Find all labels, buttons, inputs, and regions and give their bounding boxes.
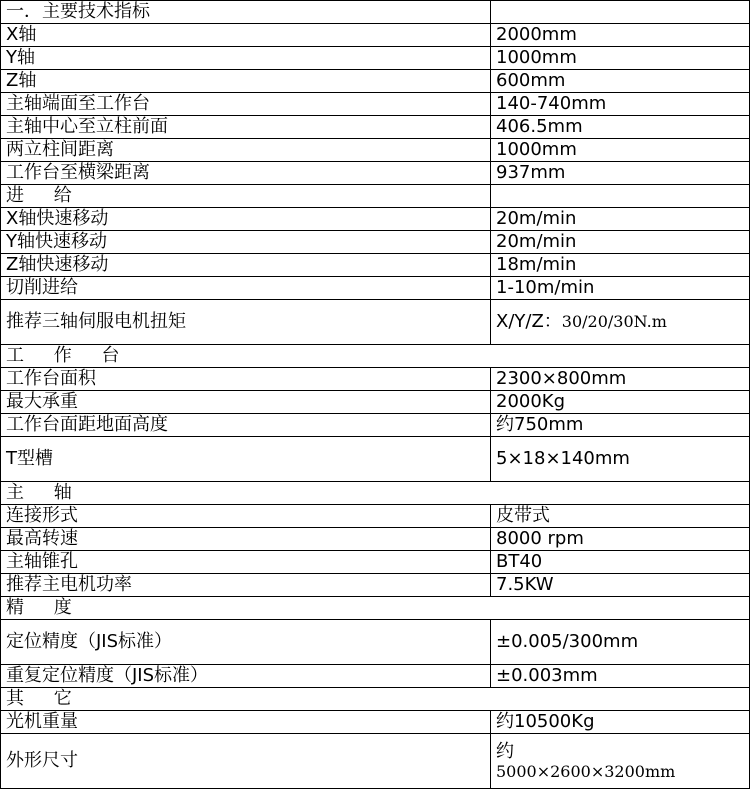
row-label: Y轴快速移动 bbox=[1, 231, 491, 254]
section-blank-cell bbox=[491, 185, 750, 208]
section-blank-cell bbox=[491, 1, 750, 24]
table-row bbox=[1, 24, 750, 47]
row-label: 主轴端面至工作台 bbox=[1, 93, 491, 116]
row-value: 140-740mm bbox=[491, 93, 750, 116]
table-row bbox=[1, 574, 750, 597]
row-value: 20m/min bbox=[491, 231, 750, 254]
row-label: 推荐三轴伺服电机扭矩 bbox=[1, 300, 491, 345]
table-row bbox=[1, 437, 750, 482]
section-row-table bbox=[1, 345, 750, 368]
row-label: Z轴 bbox=[1, 70, 491, 93]
table-row bbox=[1, 528, 750, 551]
section-title-other: 其 它 bbox=[1, 688, 750, 711]
row-value: 2300×800mm bbox=[491, 368, 750, 391]
table-row bbox=[1, 231, 750, 254]
section-row-feed bbox=[1, 185, 750, 208]
row-value: 5×18×140mm bbox=[491, 437, 750, 482]
row-value: 2000mm bbox=[491, 24, 750, 47]
table-row bbox=[1, 505, 750, 528]
row-label: 两立柱间距离 bbox=[1, 139, 491, 162]
table-row bbox=[1, 47, 750, 70]
section-title-spindle: 主 轴 bbox=[1, 482, 750, 505]
row-label: 主轴锥孔 bbox=[1, 551, 491, 574]
row-value: 937mm bbox=[491, 162, 750, 185]
row-value: BT40 bbox=[491, 551, 750, 574]
row-label: 光机重量 bbox=[1, 711, 491, 734]
row-label: 最高转速 bbox=[1, 528, 491, 551]
section-row-precision bbox=[1, 597, 750, 620]
row-label: 推荐主电机功率 bbox=[1, 574, 491, 597]
row-label: 外形尺寸 bbox=[1, 734, 491, 789]
table-row bbox=[1, 391, 750, 414]
table-row bbox=[1, 300, 750, 345]
table-row bbox=[1, 665, 750, 688]
table-row bbox=[1, 70, 750, 93]
row-label: 工作台面积 bbox=[1, 368, 491, 391]
row-label: X轴快速移动 bbox=[1, 208, 491, 231]
value-prefix: X/Y/Z： bbox=[496, 311, 562, 332]
row-value bbox=[491, 300, 750, 345]
table-row bbox=[1, 254, 750, 277]
table-row bbox=[1, 620, 750, 665]
table-row bbox=[1, 162, 750, 185]
row-label: 工作台面距地面高度 bbox=[1, 414, 491, 437]
row-value: 1000mm bbox=[491, 139, 750, 162]
value-main: 30/20/30N.m bbox=[561, 312, 667, 331]
row-label: Y轴 bbox=[1, 47, 491, 70]
table-row bbox=[1, 277, 750, 300]
section-title-precision: 精 度 bbox=[1, 597, 750, 620]
row-label: 主轴中心至立柱前面 bbox=[1, 116, 491, 139]
table-row bbox=[1, 116, 750, 139]
table-row bbox=[1, 93, 750, 116]
row-value bbox=[491, 734, 750, 789]
row-label: X轴 bbox=[1, 24, 491, 47]
row-value: 1-10m/min bbox=[491, 277, 750, 300]
table-row bbox=[1, 368, 750, 391]
row-value: 皮带式 bbox=[491, 505, 750, 528]
section-row-spindle bbox=[1, 482, 750, 505]
row-label: 工作台至横梁距离 bbox=[1, 162, 491, 185]
section-title-table: 工 作 台 bbox=[1, 345, 750, 368]
section-row-main bbox=[1, 1, 750, 24]
table-row bbox=[1, 711, 750, 734]
table-row bbox=[1, 208, 750, 231]
section-row-other bbox=[1, 688, 750, 711]
row-value: 20m/min bbox=[491, 208, 750, 231]
table-row bbox=[1, 551, 750, 574]
row-label: 最大承重 bbox=[1, 391, 491, 414]
row-value: 2000Kg bbox=[491, 391, 750, 414]
table-row bbox=[1, 414, 750, 437]
row-value: 18m/min bbox=[491, 254, 750, 277]
row-value: 7.5KW bbox=[491, 574, 750, 597]
row-value: 1000mm bbox=[491, 47, 750, 70]
row-value: 406.5mm bbox=[491, 116, 750, 139]
table-row bbox=[1, 734, 750, 789]
section-title-feed: 进 给 bbox=[1, 185, 491, 208]
section-title-main: 一．主要技术指标 bbox=[1, 1, 491, 24]
table-row bbox=[1, 139, 750, 162]
row-label: 连接形式 bbox=[1, 505, 491, 528]
row-label: Z轴快速移动 bbox=[1, 254, 491, 277]
row-value: ±0.005/300mm bbox=[491, 620, 750, 665]
row-value: 约750mm bbox=[491, 414, 750, 437]
row-value: 600mm bbox=[491, 70, 750, 93]
value-line-1: 约 bbox=[496, 740, 514, 762]
row-value: 8000 rpm bbox=[491, 528, 750, 551]
row-value: 约10500Kg bbox=[491, 711, 750, 734]
row-value: ±0.003mm bbox=[491, 665, 750, 688]
value-line-2: 5000×2600×3200mm bbox=[496, 761, 676, 781]
row-label: T型槽 bbox=[1, 437, 491, 482]
row-label: 重复定位精度（JIS标准） bbox=[1, 665, 491, 688]
row-label: 切削进给 bbox=[1, 277, 491, 300]
row-label: 定位精度（JIS标准） bbox=[1, 620, 491, 665]
